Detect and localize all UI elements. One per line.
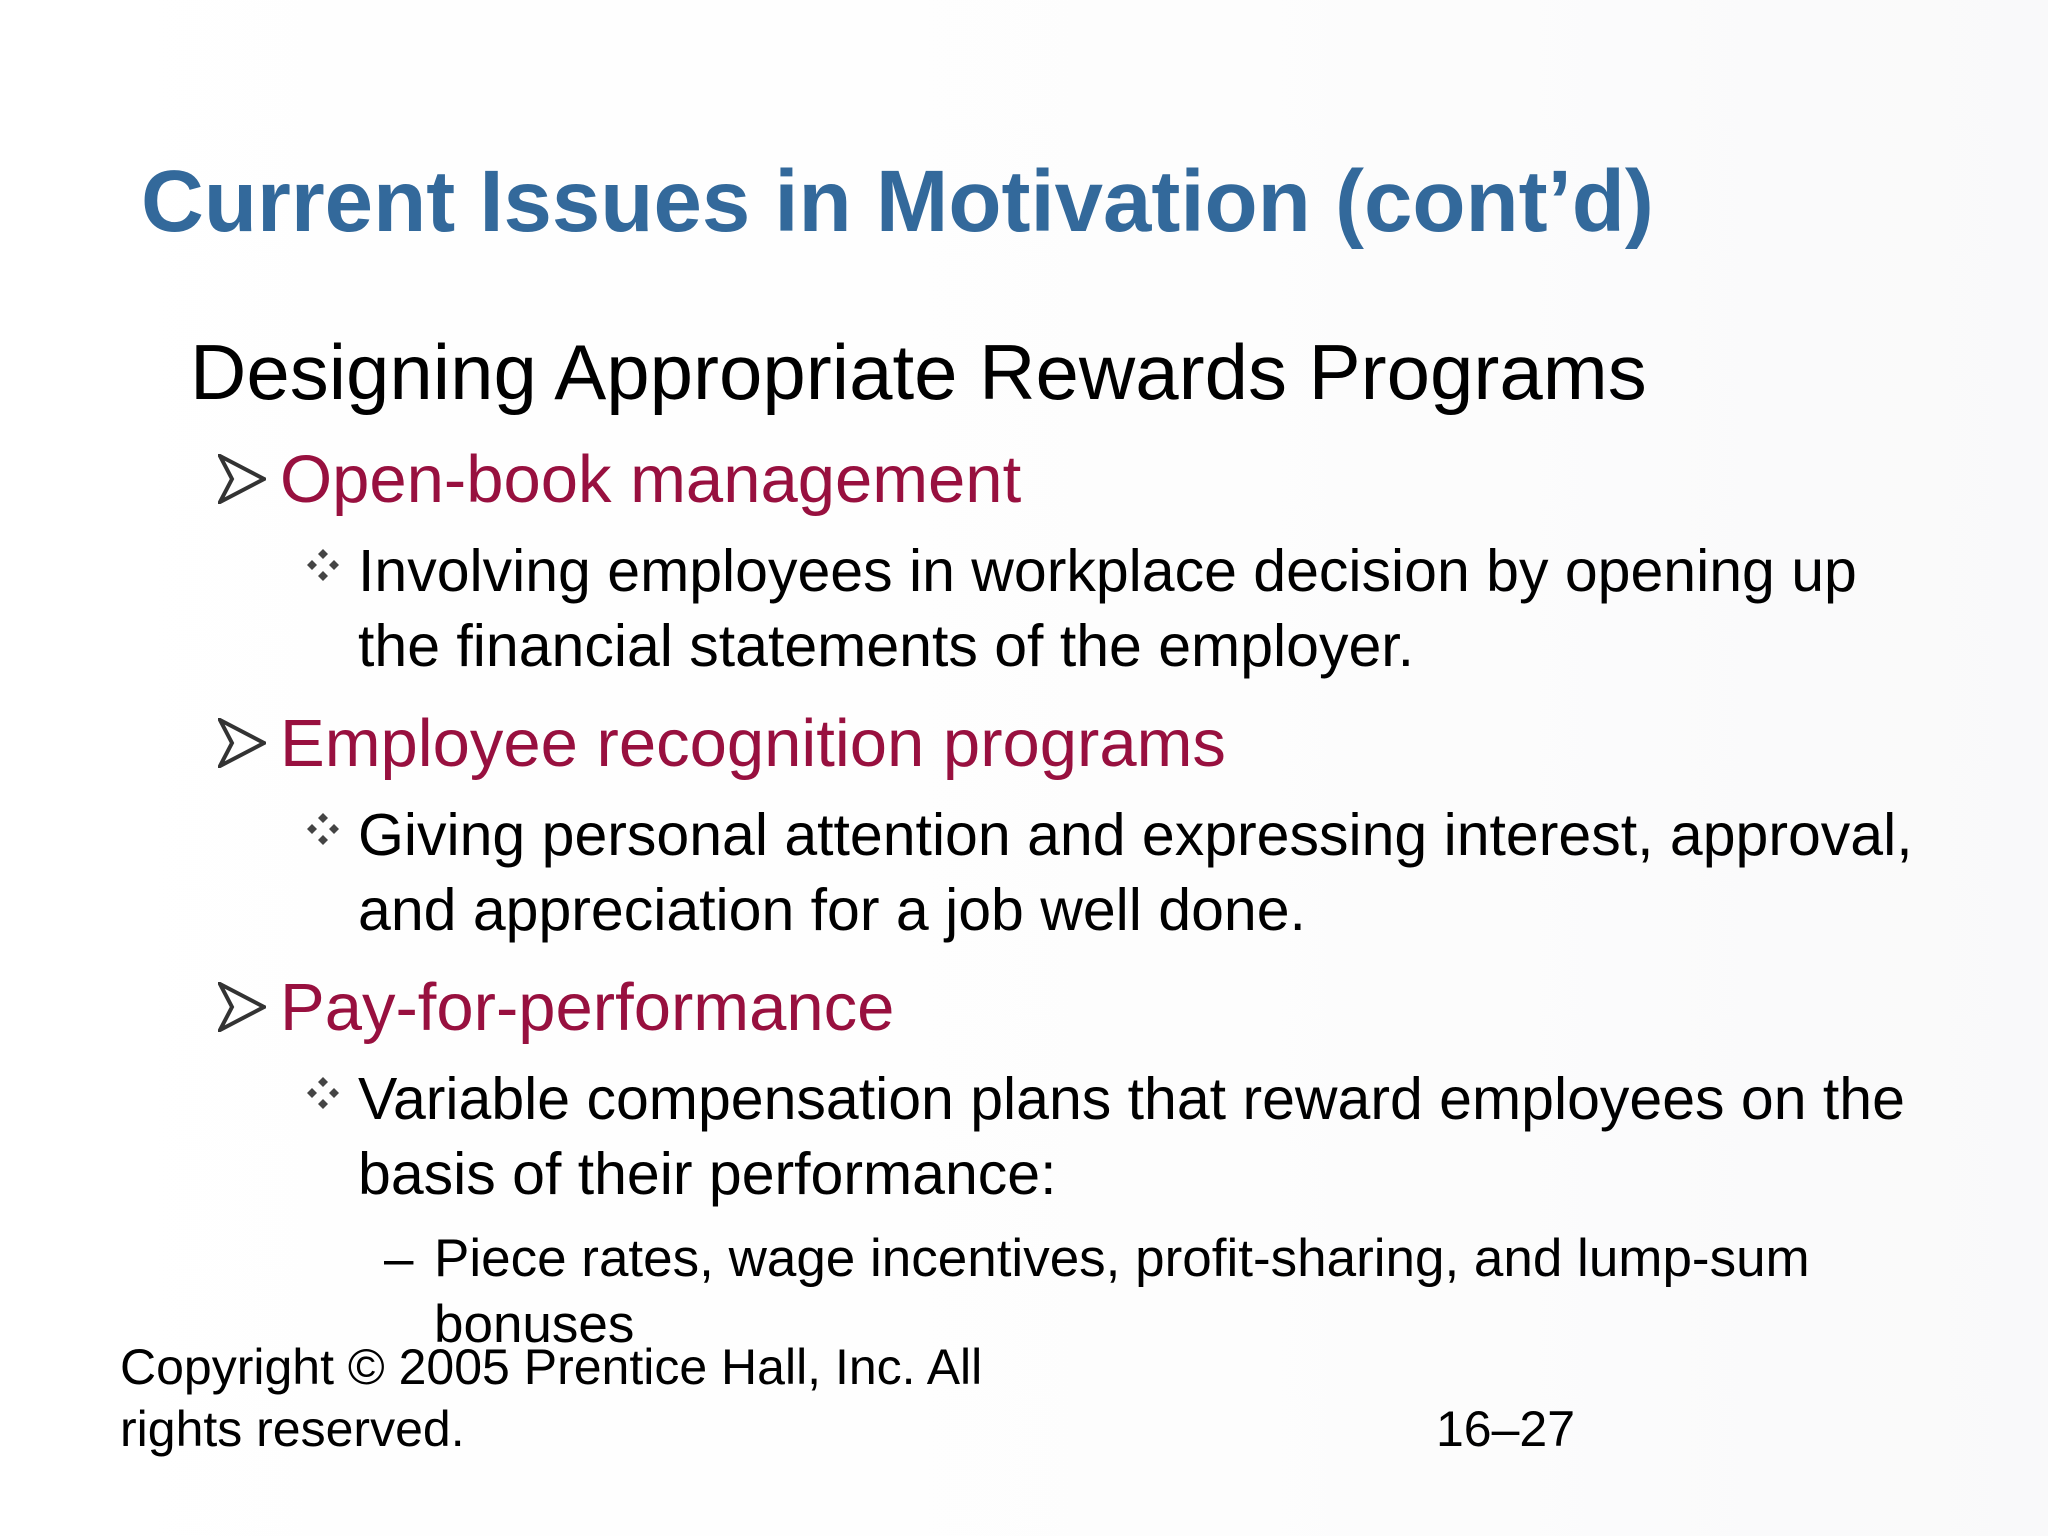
arrow-bullet-icon <box>218 982 266 1032</box>
bullet-description: Involving employees in workplace decision by opening up the financial statements of the employer. <box>358 538 1857 679</box>
diamond-bullet-icon <box>306 1076 340 1110</box>
copyright-notice: Copyright © 2005 Prentice Hall, Inc. All rights reserved. <box>120 1339 983 1457</box>
diamond-bullet-icon <box>306 812 340 846</box>
dash-bullet: – <box>384 1229 414 1288</box>
slide-title: Current Issues in Motivation (cont’d) <box>141 153 1654 250</box>
bullet-description: Variable compensation plans that reward employees on the basis of their performance: <box>358 1066 1905 1207</box>
section-heading: Designing Appropriate Rewards Programs <box>190 328 1647 416</box>
page-number: 16–27 <box>1436 1401 1576 1457</box>
sub-sub-bullet-text: Piece rates, wage incentives, profit-sharing, and lump-sum bonuses <box>434 1229 1810 1354</box>
arrow-bullet-icon <box>218 718 266 768</box>
bullet-description: Giving personal attention and expressing interest, approval, and appreciation for a job well done. <box>358 802 1913 943</box>
bullet-label: Employee recognition programs <box>280 706 1226 781</box>
diamond-bullet-icon <box>306 548 340 582</box>
bullet-label: Pay-for-performance <box>280 970 895 1045</box>
bullet-label: Open-book management <box>280 442 1022 517</box>
arrow-bullet-icon <box>218 454 266 504</box>
